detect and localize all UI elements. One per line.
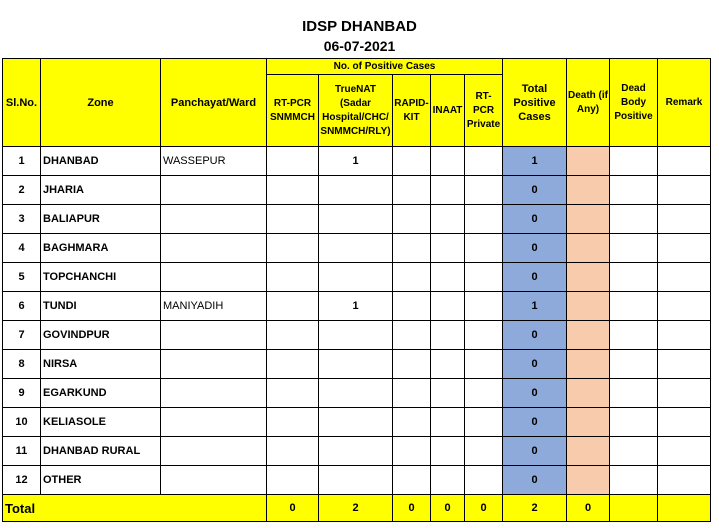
row-dead-body [610, 466, 658, 495]
header-sl-no: Sl.No. [3, 59, 41, 147]
row-total-positive: 0 [503, 408, 567, 437]
row-dead-body [610, 292, 658, 321]
row-panchayat-ward: MANIYADIH [161, 292, 267, 321]
row-death [567, 292, 610, 321]
row-rtpcr-private [465, 176, 503, 205]
row-zone: OTHER [41, 466, 161, 495]
row-sl-no: 11 [3, 437, 41, 466]
row-remark [658, 263, 711, 292]
row-inaat [431, 379, 465, 408]
row-rapid-kit [393, 379, 431, 408]
row-zone: DHANBAD RURAL [41, 437, 161, 466]
row-panchayat-ward [161, 205, 267, 234]
total-rtpcr-private: 0 [465, 495, 503, 522]
row-truenat [319, 263, 393, 292]
header-panchayat-ward: Panchayat/Ward [161, 59, 267, 147]
positive-cases-table [2, 58, 711, 522]
row-rapid-kit [393, 437, 431, 466]
row-total-positive: 0 [503, 321, 567, 350]
row-rtpcr-snmmch [267, 205, 319, 234]
row-death [567, 205, 610, 234]
row-remark [658, 234, 711, 263]
row-dead-body [610, 437, 658, 466]
row-inaat [431, 292, 465, 321]
row-rtpcr-snmmch [267, 350, 319, 379]
header-rapid-kit: RAPID-KIT [393, 75, 431, 147]
row-panchayat-ward [161, 466, 267, 495]
row-rtpcr-private [465, 379, 503, 408]
header-total-positive: Total Positive Cases [503, 59, 567, 147]
row-death [567, 379, 610, 408]
row-panchayat-ward [161, 437, 267, 466]
row-truenat [319, 321, 393, 350]
row-total-positive: 0 [503, 263, 567, 292]
row-rapid-kit [393, 292, 431, 321]
row-truenat [319, 205, 393, 234]
table-row [3, 466, 711, 495]
row-total-positive: 1 [503, 147, 567, 176]
row-dead-body [610, 408, 658, 437]
total-dead-body [610, 495, 658, 522]
row-total-positive: 0 [503, 205, 567, 234]
row-dead-body [610, 263, 658, 292]
total-inaat: 0 [431, 495, 465, 522]
row-dead-body [610, 205, 658, 234]
row-total-positive: 0 [503, 176, 567, 205]
row-sl-no: 9 [3, 379, 41, 408]
row-rtpcr-private [465, 466, 503, 495]
table-row [3, 350, 711, 379]
row-panchayat-ward [161, 408, 267, 437]
row-sl-no: 7 [3, 321, 41, 350]
row-rtpcr-snmmch [267, 408, 319, 437]
row-total-positive: 0 [503, 466, 567, 495]
header-dead-body-positive: Dead Body Positive [610, 59, 658, 147]
row-rapid-kit [393, 234, 431, 263]
row-sl-no: 10 [3, 408, 41, 437]
row-rapid-kit [393, 321, 431, 350]
row-death [567, 321, 610, 350]
table-row [3, 379, 711, 408]
row-rtpcr-snmmch [267, 379, 319, 408]
row-rtpcr-snmmch [267, 466, 319, 495]
header-zone: Zone [41, 59, 161, 147]
row-sl-no: 6 [3, 292, 41, 321]
row-zone: DHANBAD [41, 147, 161, 176]
row-zone: JHARIA [41, 176, 161, 205]
total-positive-cases: 2 [503, 495, 567, 522]
header-rtpcr-private: RT-PCR Private [465, 75, 503, 147]
row-zone: BALIAPUR [41, 205, 161, 234]
row-rtpcr-snmmch [267, 437, 319, 466]
table-row [3, 408, 711, 437]
row-truenat: 1 [319, 292, 393, 321]
row-remark [658, 176, 711, 205]
row-inaat [431, 466, 465, 495]
row-panchayat-ward [161, 350, 267, 379]
row-inaat [431, 147, 465, 176]
row-sl-no: 12 [3, 466, 41, 495]
row-dead-body [610, 379, 658, 408]
table-row [3, 437, 711, 466]
header-death: Death (if Any) [567, 59, 610, 147]
row-sl-no: 4 [3, 234, 41, 263]
total-remark [658, 495, 711, 522]
row-dead-body [610, 234, 658, 263]
row-truenat [319, 176, 393, 205]
row-sl-no: 8 [3, 350, 41, 379]
row-rtpcr-private [465, 205, 503, 234]
table-row [3, 234, 711, 263]
total-death: 0 [567, 495, 610, 522]
row-total-positive: 0 [503, 350, 567, 379]
row-truenat [319, 350, 393, 379]
row-rapid-kit [393, 176, 431, 205]
row-death [567, 234, 610, 263]
row-sl-no: 5 [3, 263, 41, 292]
row-rapid-kit [393, 205, 431, 234]
row-total-positive: 0 [503, 379, 567, 408]
report-title: IDSP DHANBAD [302, 18, 417, 35]
header-positive-cases-group: No. of Positive Cases [267, 59, 503, 75]
total-row [3, 495, 711, 522]
row-zone: TUNDI [41, 292, 161, 321]
row-truenat: 1 [319, 147, 393, 176]
row-remark [658, 437, 711, 466]
row-death [567, 176, 610, 205]
row-dead-body [610, 147, 658, 176]
total-rtpcr-snmmch: 0 [267, 495, 319, 522]
row-death [567, 263, 610, 292]
row-sl-no: 2 [3, 176, 41, 205]
row-rtpcr-snmmch [267, 234, 319, 263]
row-zone: GOVINDPUR [41, 321, 161, 350]
row-zone: TOPCHANCHI [41, 263, 161, 292]
row-rtpcr-private [465, 437, 503, 466]
row-rapid-kit [393, 263, 431, 292]
row-death [567, 408, 610, 437]
row-panchayat-ward [161, 263, 267, 292]
row-zone: EGARKUND [41, 379, 161, 408]
total-label: Total [3, 495, 267, 522]
row-zone: NIRSA [41, 350, 161, 379]
table-row [3, 176, 711, 205]
row-truenat [319, 379, 393, 408]
row-rtpcr-private [465, 292, 503, 321]
row-inaat [431, 350, 465, 379]
row-rtpcr-snmmch [267, 176, 319, 205]
row-rtpcr-private [465, 147, 503, 176]
table-row [3, 292, 711, 321]
row-panchayat-ward [161, 379, 267, 408]
table-row [3, 263, 711, 292]
row-death [567, 350, 610, 379]
row-rapid-kit [393, 408, 431, 437]
row-inaat [431, 205, 465, 234]
total-truenat: 2 [319, 495, 393, 522]
row-remark [658, 350, 711, 379]
row-inaat [431, 408, 465, 437]
row-truenat [319, 466, 393, 495]
row-death [567, 437, 610, 466]
row-zone: BAGHMARA [41, 234, 161, 263]
row-remark [658, 379, 711, 408]
row-rtpcr-private [465, 350, 503, 379]
row-rtpcr-snmmch [267, 263, 319, 292]
row-inaat [431, 321, 465, 350]
row-sl-no: 3 [3, 205, 41, 234]
row-rapid-kit [393, 147, 431, 176]
row-panchayat-ward: WASSEPUR [161, 147, 267, 176]
row-death [567, 147, 610, 176]
row-rapid-kit [393, 466, 431, 495]
row-truenat [319, 437, 393, 466]
row-remark [658, 147, 711, 176]
header-rtpcr-snmmch: RT-PCR SNMMCH [267, 75, 319, 147]
row-dead-body [610, 321, 658, 350]
table-row [3, 205, 711, 234]
table-row [3, 321, 711, 350]
row-remark [658, 408, 711, 437]
total-rapid-kit: 0 [393, 495, 431, 522]
row-rapid-kit [393, 350, 431, 379]
row-remark [658, 205, 711, 234]
table-row [3, 147, 711, 176]
row-rtpcr-snmmch [267, 147, 319, 176]
row-zone: KELIASOLE [41, 408, 161, 437]
row-total-positive: 1 [503, 292, 567, 321]
row-remark [658, 292, 711, 321]
header-inaat: INAAT [431, 75, 465, 147]
row-remark [658, 321, 711, 350]
row-inaat [431, 234, 465, 263]
row-panchayat-ward [161, 176, 267, 205]
row-rtpcr-snmmch [267, 292, 319, 321]
row-rtpcr-private [465, 263, 503, 292]
row-dead-body [610, 350, 658, 379]
row-death [567, 466, 610, 495]
row-remark [658, 466, 711, 495]
row-total-positive: 0 [503, 234, 567, 263]
row-sl-no: 1 [3, 147, 41, 176]
row-panchayat-ward [161, 321, 267, 350]
row-panchayat-ward [161, 234, 267, 263]
row-inaat [431, 437, 465, 466]
row-inaat [431, 263, 465, 292]
report-date: 06-07-2021 [323, 38, 396, 54]
row-rtpcr-private [465, 408, 503, 437]
row-truenat [319, 408, 393, 437]
row-rtpcr-private [465, 321, 503, 350]
header-truenat: TrueNAT (Sadar Hospital/CHC/ SNMMCH/RLY) [319, 75, 393, 147]
row-rtpcr-snmmch [267, 321, 319, 350]
row-dead-body [610, 176, 658, 205]
row-inaat [431, 176, 465, 205]
row-total-positive: 0 [503, 437, 567, 466]
header-remark: Remark [658, 59, 711, 147]
row-rtpcr-private [465, 234, 503, 263]
row-truenat [319, 234, 393, 263]
